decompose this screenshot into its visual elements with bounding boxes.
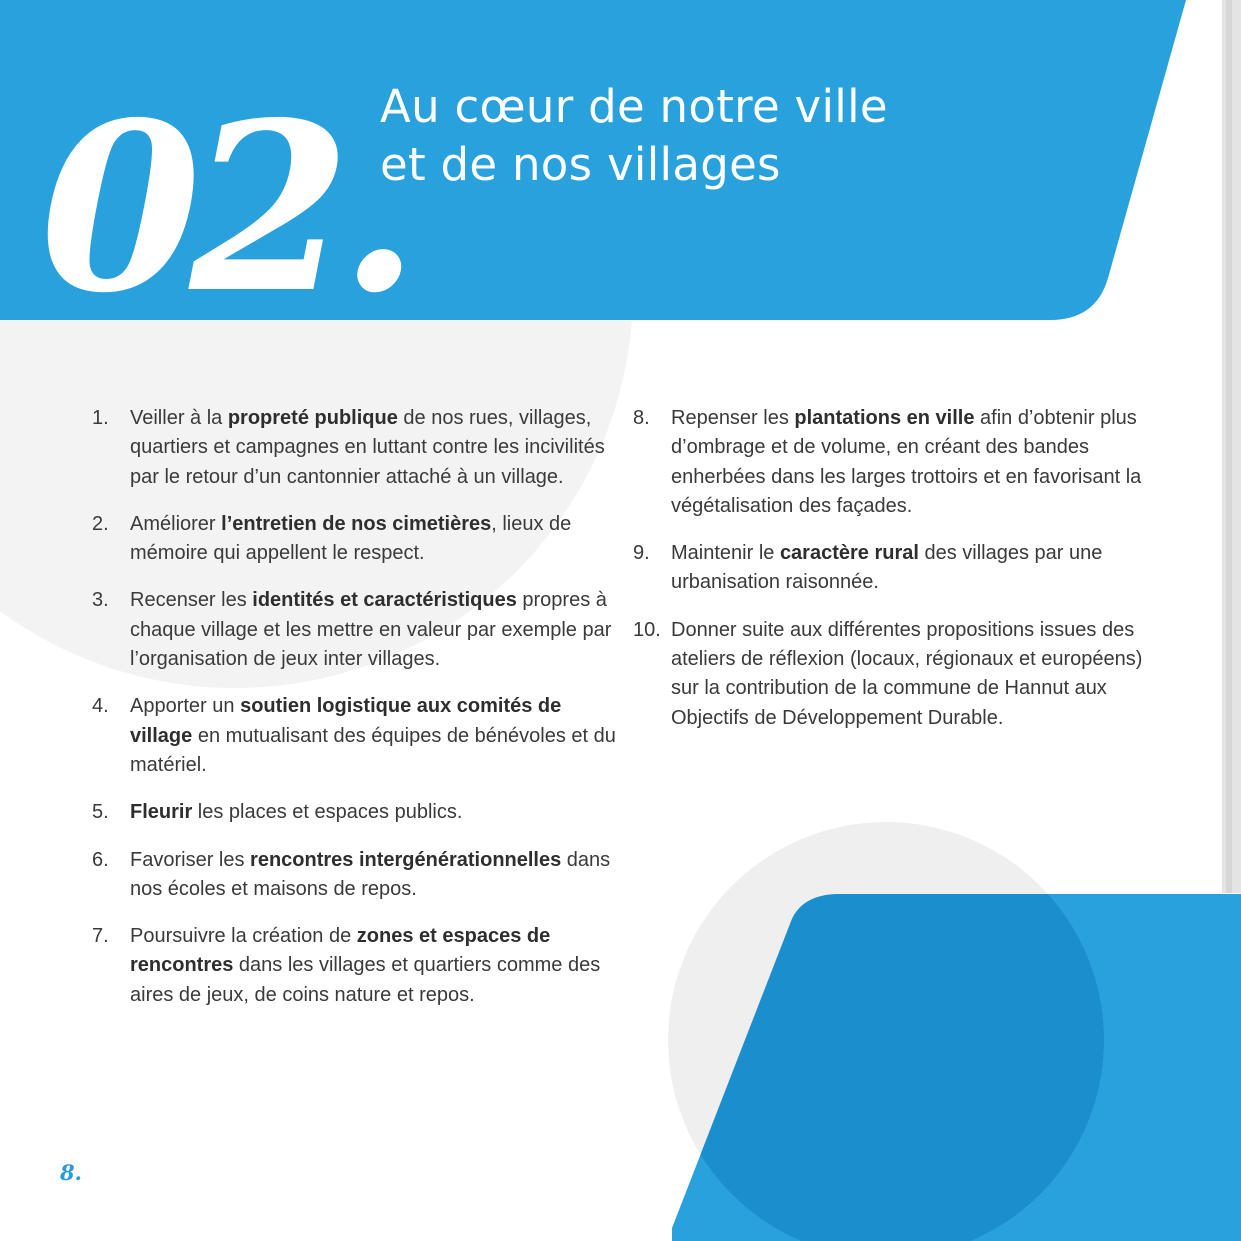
list-item-text: Apporter un (130, 695, 241, 718)
title-line-2: et de nos villages (380, 138, 781, 191)
list-item-emphasis: rencontres intergénérationnelles (250, 848, 562, 871)
list-item-text: propres à chaque village et les mettre en valeur par exemple par l’organisation de jeux inter villages. (130, 589, 612, 671)
list-item-text: Poursuivre la création de (130, 925, 357, 948)
list-item-number: 9. (633, 542, 650, 565)
list-item-number: 2. (92, 512, 109, 535)
page-title (380, 78, 888, 194)
list-left-column (92, 404, 617, 1028)
list-item-emphasis: propreté publique (227, 407, 398, 429)
page-number: 8. (60, 1160, 82, 1185)
list-item-text: les places et espaces publics. (192, 801, 463, 824)
list-item-number: 10. (633, 618, 661, 641)
list-item-emphasis: soutien logistique aux comités de village (130, 695, 562, 747)
list-item-text: Favoriser les (130, 848, 251, 871)
list-item (92, 846, 617, 905)
list-item (92, 692, 617, 780)
list-item-emphasis: Fleurir (130, 801, 193, 824)
list-item (92, 404, 617, 492)
list-item (633, 539, 1153, 598)
list-item-text: , lieux de mémoire qui appellent le respect. (130, 512, 572, 565)
list-item-number: 8. (633, 407, 650, 429)
list-item-text: Maintenir le (671, 542, 780, 565)
list-item-number: 7. (92, 925, 109, 948)
list-item-text: en mutualisant des équipes de bénévoles et du matériel. (130, 724, 616, 776)
list-item-number: 1. (92, 407, 109, 429)
list-item-text: Veiller à la (130, 407, 228, 429)
list-item-emphasis: l’entretien de nos cimetières (221, 512, 492, 535)
list-item-number: 6. (92, 848, 109, 871)
list-item-text: Repenser les (671, 407, 795, 429)
list-item-emphasis: plantations en ville (794, 407, 975, 429)
title-line-1: Au cœur de notre ville (380, 80, 888, 133)
list-item-text: dans nos écoles et maisons de repos. (130, 848, 611, 900)
list-item-number: 3. (92, 589, 109, 612)
list-right-column (633, 404, 1153, 751)
list-item (92, 922, 617, 1010)
list-item-text: des villages par une urbanisation raisonnée. (671, 542, 1103, 594)
list-item (92, 586, 617, 674)
list-item-number: 5. (92, 801, 109, 824)
list-item (633, 404, 1153, 521)
list-item-text: Recenser les (130, 589, 253, 612)
list-item (92, 510, 617, 569)
list-item-emphasis: identités et caractéristiques (252, 589, 517, 612)
list-item-number: 4. (92, 695, 109, 718)
list-item-text: Améliorer (130, 512, 222, 535)
list-item-text: dans les villages et quartiers comme des aires de jeux, de coins nature et repos. (130, 954, 601, 1006)
list-item-emphasis: zones et espaces de rencontres (130, 925, 551, 977)
list-item (633, 616, 1153, 733)
list-item-text: de nos rues, villages, quartiers et campagnes en luttant contre les incivilités par le retour d’un cantonnier attaché à un village. (130, 407, 605, 488)
list-item-emphasis: caractère rural (779, 542, 919, 565)
list-item-text: afin d’obtenir plus d’ombrage et de volume, en créant des bandes enherbées dans les larges trottoirs et en favorisant la végétalisation des façades. (671, 407, 1142, 517)
list-item-text: Donner suite aux différentes propositions issues des ateliers de réflexion (locaux, régionaux et européens) sur la contribution de la commune de Hannut aux Objectifs de Développement Durable. (671, 618, 1143, 729)
list-item (92, 798, 617, 827)
section-number: 02. (40, 71, 408, 344)
